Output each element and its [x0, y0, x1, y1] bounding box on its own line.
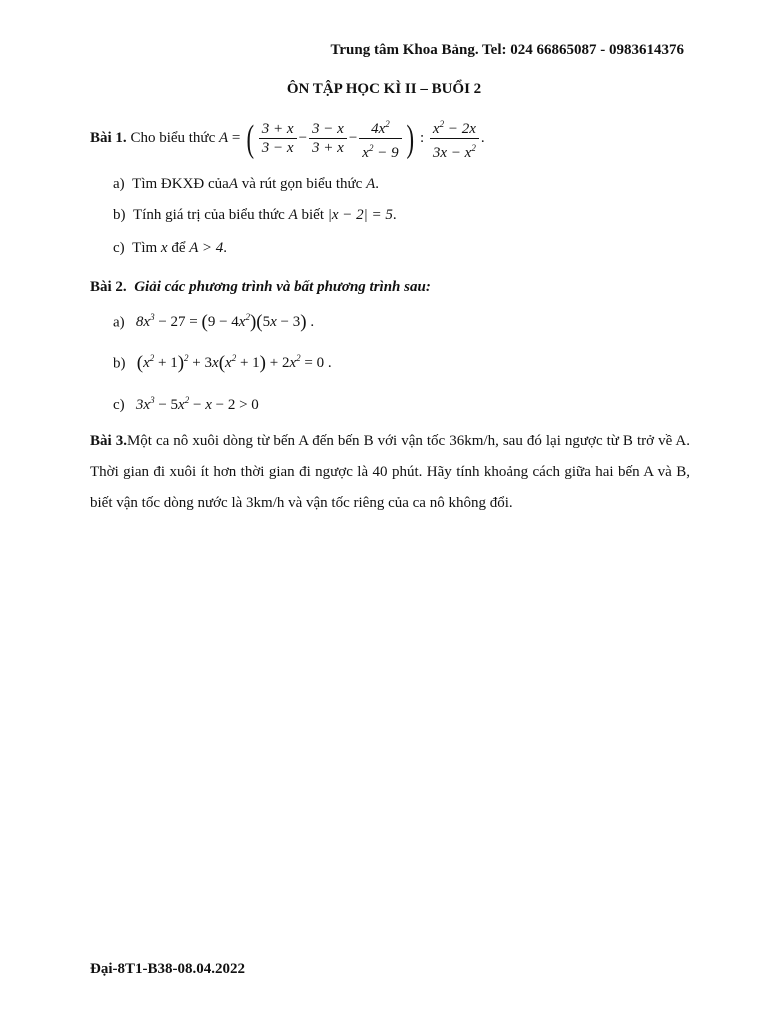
- bai1-statement: [90, 115, 485, 162]
- bai1-part-a: a) Tìm ĐKXĐ củaA và rút gọn biểu thức A.: [113, 176, 380, 192]
- bai2-part-b: b) $(x^2 + 1)^2 + 3x(x^2 + 1) + 2x^2 = 0$ .: [113, 353, 332, 374]
- center-contact-header: Trung tâm Khoa Bảng. Tel: 024 66865087 - 0983614376: [330, 42, 684, 58]
- bai2-part-a: a) $8x^3 - 27 = (9 - 4x^2)(5x - 3)$ .: [113, 312, 315, 333]
- bai3-text: Một ca nô xuôi dòng từ bến A đến bến B với vận tốc 36km/h, sau đó lại ngược từ B trở về A. Thời gian đi xuôi ít hơn thời gian đi ngược là 40 phút. Hãy tính khoảng cách giữa hai bến A và B, biết vận tốc dòng nước là 3km/h và vận tốc riêng của ca nô không đổi.: [90, 433, 690, 511]
- page-title: ÔN TẬP HỌC KÌ II – BUỔI 2: [286, 81, 482, 97]
- bai2-part-c: c) $3x^3 - 5x^2 - x - 2 > 0$: [113, 395, 259, 413]
- bai3-problem: [90, 426, 690, 519]
- bai1-label: Bài 1.: [90, 129, 127, 146]
- footer-code: Đại-8T1-B38-08.04.2022: [90, 961, 245, 977]
- bai2-heading: Bài 2. Giải các phương trình và bất phương trình sau:: [90, 279, 431, 295]
- bai1-intro: Cho biểu thức: [130, 129, 216, 146]
- bai3-label: Bài 3.: [90, 433, 127, 449]
- bai1-part-b: b) Tính giá trị của biểu thức A biết |x − 2| = 5.: [113, 207, 397, 223]
- bai1-expression: A = ( $\frac{3 + x}{3 - x}$ − $\frac{3 - x}{3 + x}$ − $\frac{4x^2}{x^2 - 9}$ ) : $\frac{x^2 - 2x}{3x - x^2}$ .: [219, 130, 485, 146]
- bai1-part-c: c) Tìm x để A > 4.: [113, 240, 228, 256]
